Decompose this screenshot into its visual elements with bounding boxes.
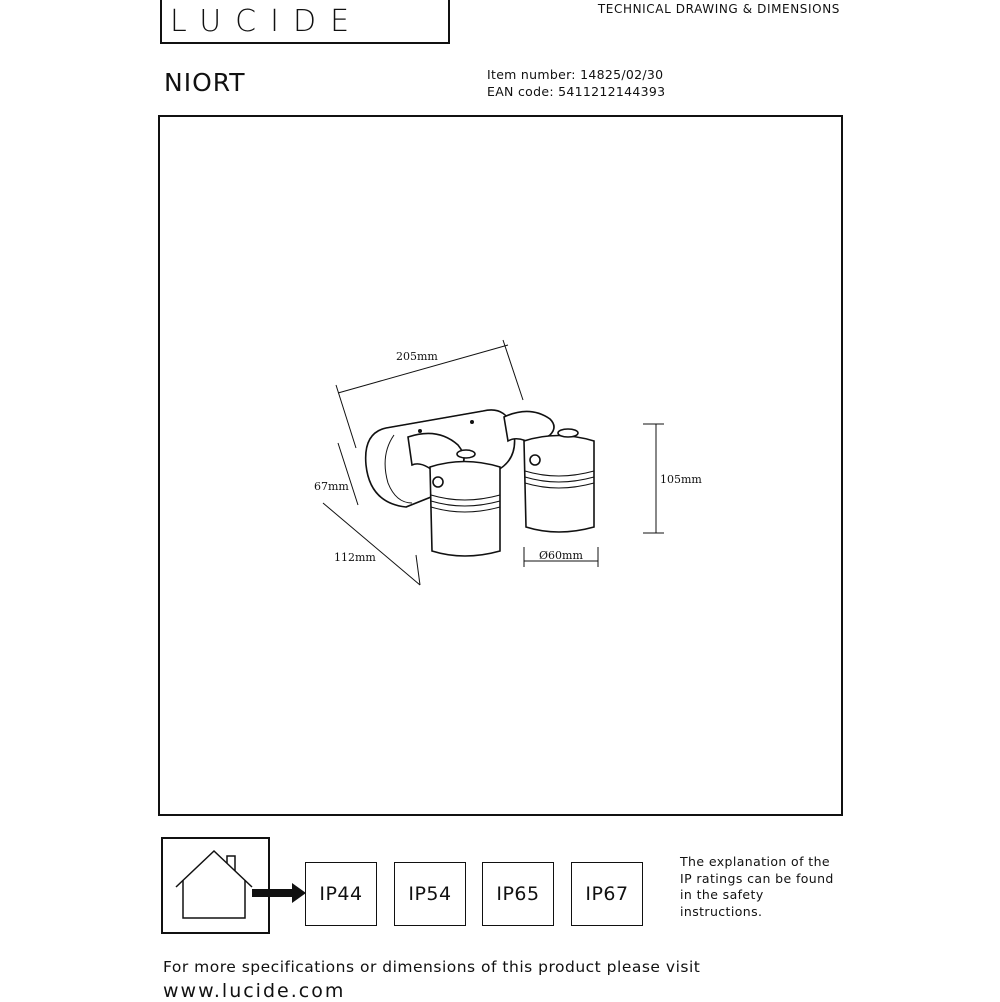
dimension-diameter-label: Ø60mm [539, 549, 583, 562]
dimension-width-label: 205mm [396, 350, 438, 363]
website-link[interactable]: www.lucide.com [163, 980, 346, 1002]
ip-rating-note: The explanation of the IP ratings can be found in the safety instructions. [680, 854, 834, 919]
dimension-diameter [524, 547, 598, 567]
ip-rating-badge: IP44 [305, 862, 377, 926]
dimension-base-height [314, 443, 358, 505]
ip-rating-badge: IP54 [394, 862, 466, 926]
dimension-height [643, 424, 702, 533]
ip-rating-badge: IP67 [571, 862, 643, 926]
spot-right [504, 411, 594, 532]
dimension-height-label: 105mm [660, 473, 702, 486]
ean-code: EAN code: 5411212144393 [487, 84, 666, 99]
dimension-base-height-label: 67mm [314, 480, 349, 493]
ip-rating-badge: IP65 [482, 862, 554, 926]
house-icon [170, 845, 310, 927]
brand-logo: LUCIDE [170, 4, 364, 39]
technical-drawing [158, 115, 843, 816]
arrow-right-icon [252, 883, 306, 903]
item-number: Item number: 14825/02/30 [487, 67, 664, 82]
product-name: NIORT [164, 68, 246, 97]
footer-text: For more specifications or dimensions of this product please visit [163, 958, 701, 976]
document-type-label: TECHNICAL DRAWING & DIMENSIONS [597, 2, 840, 16]
dimension-depth-label: 112mm [334, 551, 376, 564]
dimension-depth [323, 503, 420, 585]
